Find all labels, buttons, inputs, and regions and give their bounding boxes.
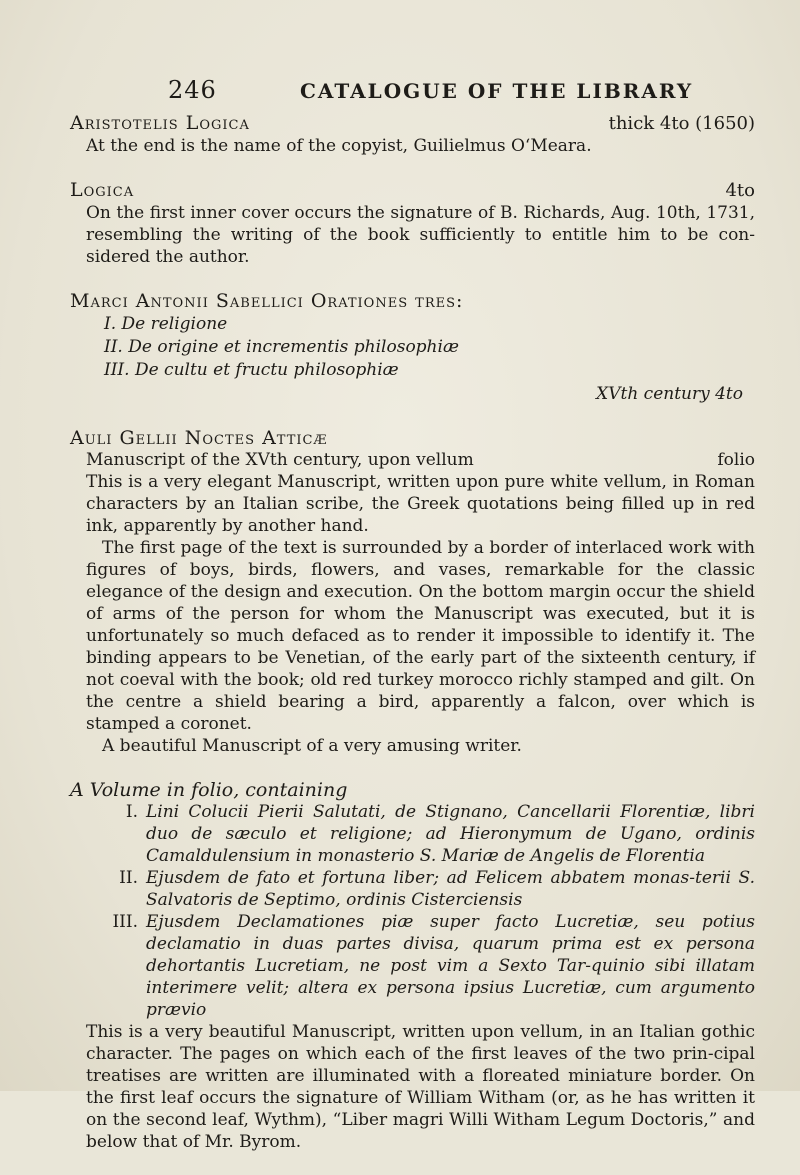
entry-title: Auli Gellii Noctes Atticæ — [70, 427, 328, 449]
oration-list — [104, 313, 755, 381]
entry-paragraph: This is a very elegant Manuscript, written upon pure white vellum, in Roman characters by an Italian scribe, the Greek quotations being filled up in red ink, apparently by another hand. — [86, 472, 755, 536]
oration-item: III. De cultu et fructu philosophiæ — [104, 360, 399, 380]
volume-item-text: Ejusdem Declamationes piæ super facto Lucretiæ, seu potius declamatio in duas partes divisa, quarum prima est ex persona dehortantis Lucretiam, ne post vim a Sexto Tar-quinio sibi illatam interimere velit; altera ex persona ipsius Lucretiæ, cum argumento prævio — [146, 912, 755, 1020]
entry-subtitle-line — [86, 449, 755, 471]
entry-title-line — [70, 290, 755, 312]
entry-title-line — [70, 179, 755, 202]
entry-subtitle: Manuscript of the XVth century, upon vellum — [86, 450, 474, 470]
entry-title: Logica — [70, 179, 135, 201]
entry-note: On the first inner cover occurs the signature of B. Richards, Aug. 10th, 1731, resembling the writing of the book sufficiently to entitle him to be con-sidered the author. — [86, 203, 755, 267]
volume-item — [104, 801, 755, 867]
volume-entry — [70, 779, 755, 1153]
volume-item-list — [104, 801, 755, 1021]
entry-format: thick 4to (1650) — [608, 113, 755, 134]
entry-paragraph: A beautiful Manuscript of a very amusing writer. — [102, 736, 522, 756]
volume-item — [104, 911, 755, 1021]
catalogue-entry — [70, 427, 755, 757]
page-number: 246 — [168, 76, 217, 104]
volume-item-number: III. — [112, 912, 138, 932]
catalogue-entry — [70, 290, 755, 405]
volume-item-number: II. — [119, 868, 138, 888]
entry-title-line — [70, 427, 755, 449]
catalogue-content — [70, 112, 755, 1175]
volume-item — [104, 867, 755, 911]
entry-paragraph: The first page of the text is surrounded by a border of interlaced work with figures of boys, birds, flowers, and vases, remarkable for the classic elegance of the design and execution. On the bottom margin occur the shield of arms of the person for whom the Manuscript was executed, but it is unfortunately so much defaced as to render it impossible to identify it. The binding appears to be Venetian, of the early part of the sixteenth century, if not coeval with the book; old red turkey morocco richly stamped and gilt. On the centre a shield bearing a bird, apparently a falcon, over which is stamped a coronet. — [86, 538, 755, 734]
volume-item-number: I. — [125, 802, 138, 822]
volume-item-text: Ejusdem de fato et fortuna liber; ad Felicem abbatem monas-terii S. Salvatoris de Septimo, ordinis Cisterciensis — [146, 868, 755, 910]
volume-heading: A Volume in folio, containing — [70, 779, 348, 801]
oration-item: I. De religione — [104, 314, 228, 334]
page-header-title: CATALOGUE OF THE LIBRARY — [300, 79, 694, 103]
oration-item: II. De origine et incrementis philosophiæ — [104, 337, 459, 357]
catalogue-entry — [70, 179, 755, 268]
volume-description: This is a very beautiful Manuscript, written upon vellum, in an Italian gothic character. The pages on which each of the first leaves of the two prin-cipal treatises are written are illuminated with a floreated miniature border. On the first leaf occurs the signature of William Witham (or, as he has written it on the second leaf, Wythm), “Liber magri Willi Witham Legum Doctoris,” and below that of Mr. Byrom. — [86, 1022, 755, 1152]
running-head — [0, 76, 800, 106]
entry-format: folio — [717, 450, 755, 470]
entry-title-line — [70, 112, 755, 135]
entry-title: Aristotelis Logica — [70, 112, 250, 134]
entry-note: At the end is the name of the copyist, Guilielmus O‘Meara. — [86, 136, 592, 156]
entry-format: 4to — [725, 180, 755, 201]
entry-title: Marci Antonii Sabellici Orationes tres: — [70, 290, 464, 312]
entry-century-format: XVth century 4to — [596, 384, 743, 404]
volume-item-text: Lini Colucii Pierii Salutati, de Stignano, Cancellarii Florentiæ, libri duo de sæculo et religione; ad Hieronymum de Ugano, ordinis Camaldulensium in monasterio S. Mariæ de Angelis de Florentia — [146, 802, 755, 866]
catalogue-entry — [70, 112, 755, 157]
